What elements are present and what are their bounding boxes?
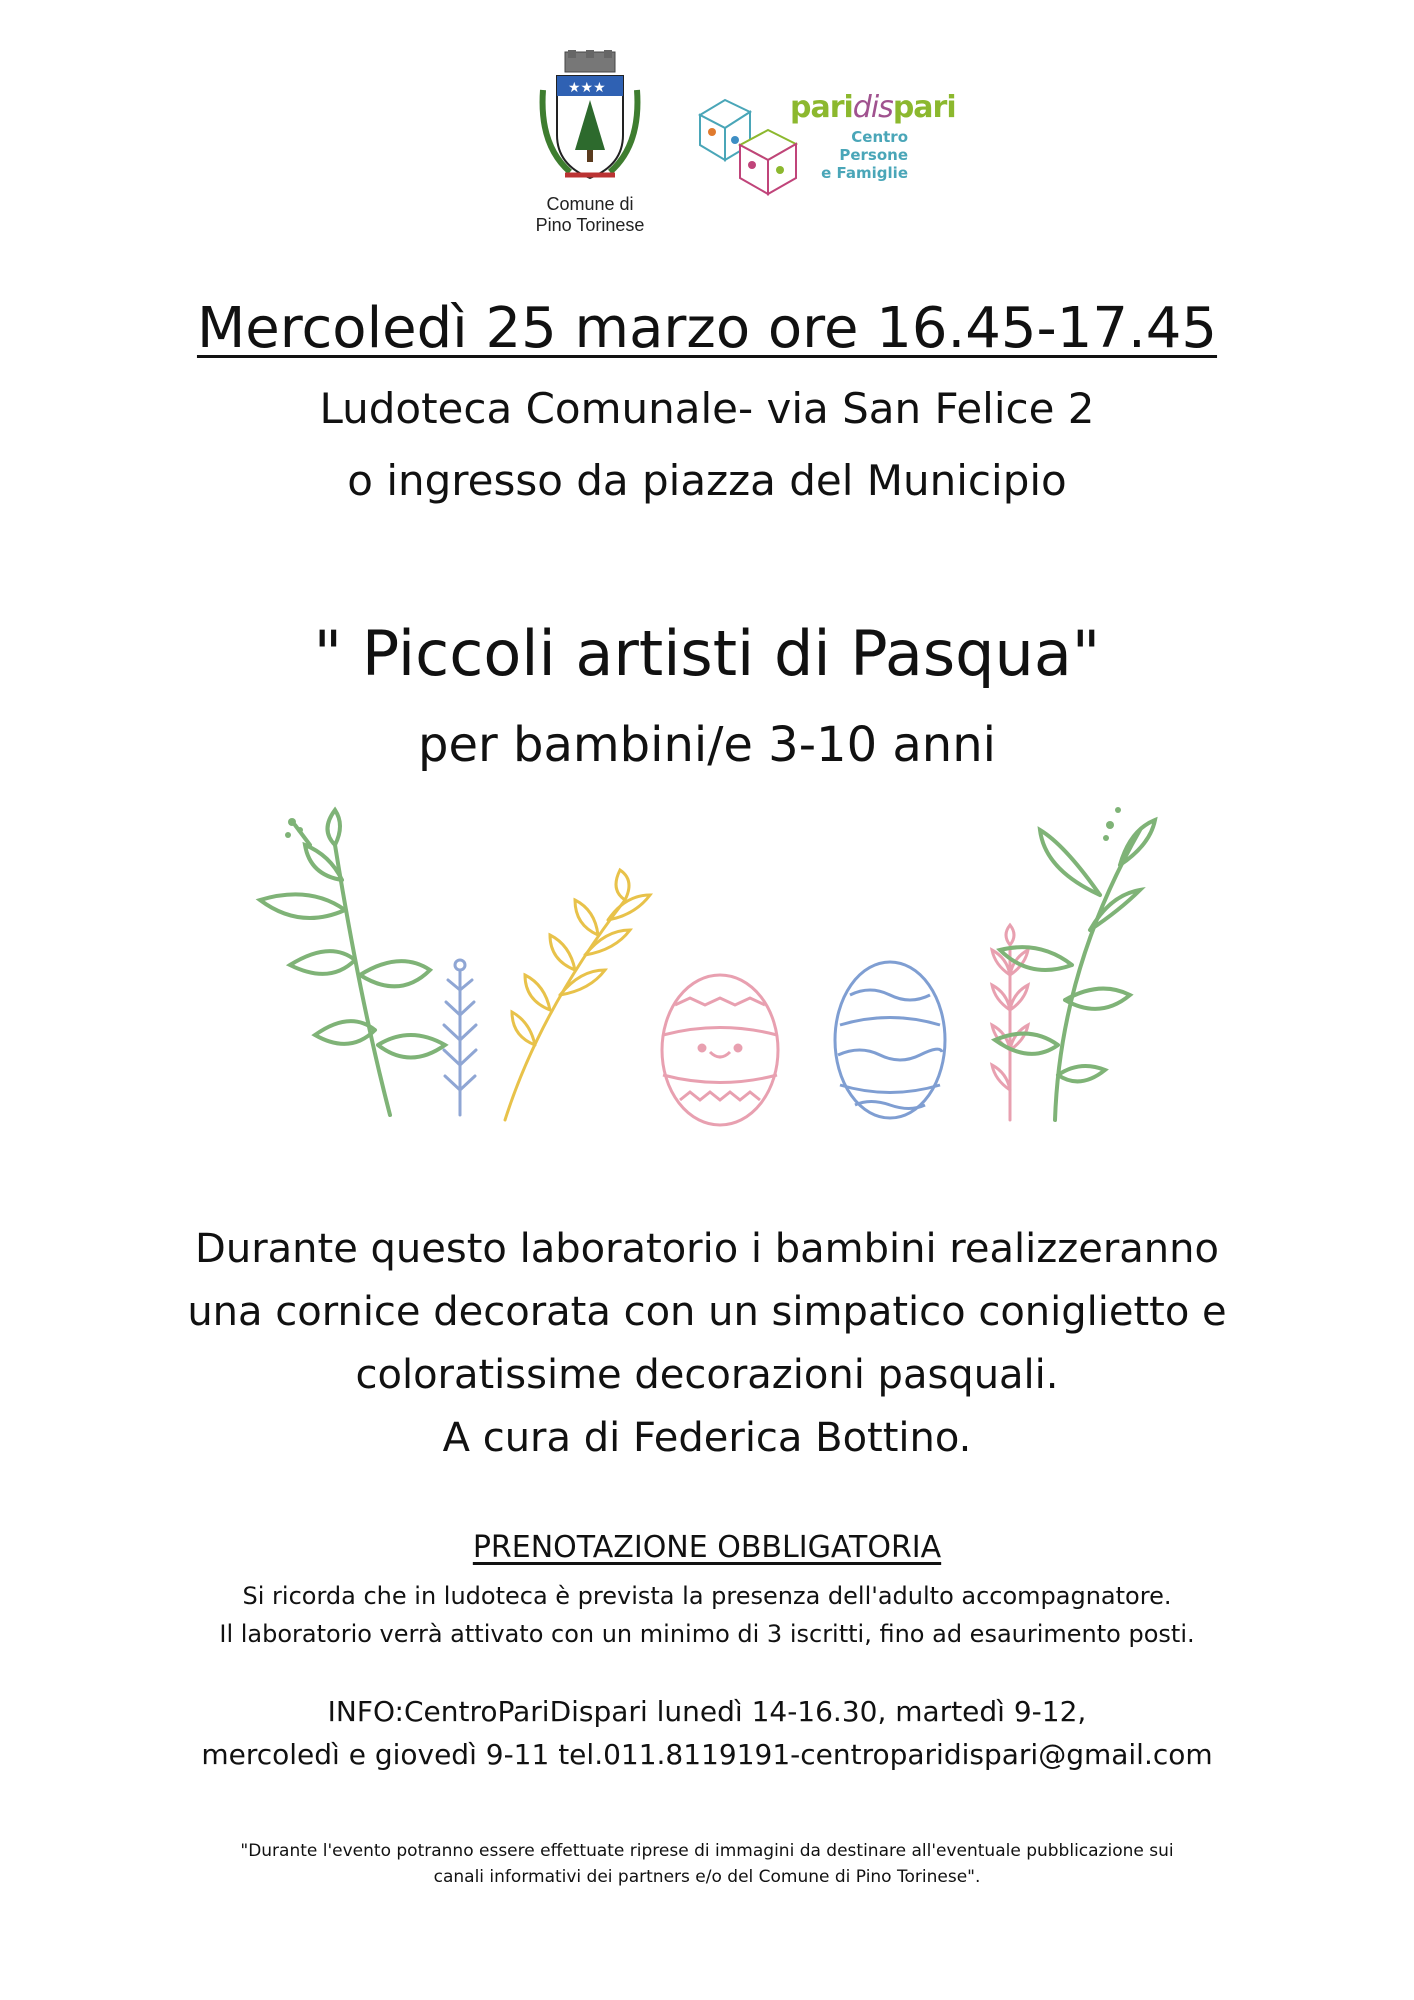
pink-easter-egg-icon xyxy=(662,975,778,1125)
disclaimer xyxy=(0,1838,1414,1890)
comune-caption-1: Comune di xyxy=(546,194,634,214)
description-line: coloratissime decorazioni pasquali. xyxy=(355,1352,1059,1398)
yellow-branch-icon xyxy=(505,870,650,1120)
booking-heading: PRENOTAZIONE OBBLIGATORIA xyxy=(472,1530,942,1565)
comune-logo xyxy=(520,50,660,236)
paridispari-logo xyxy=(690,70,956,210)
pink-sprig-icon xyxy=(992,925,1028,1120)
booking-note: Il laboratorio verrà attivato con un minimo di 3 iscritti, fino ad esaurimento posti. xyxy=(219,1620,1195,1648)
description-line: una cornice decorata con un simpatico coniglietto e xyxy=(187,1289,1227,1335)
right-green-branch-icon xyxy=(995,820,1155,1120)
event-title: " Piccoli artisti di Pasqua" xyxy=(313,617,1101,690)
paridispari-wordmark: paridispari xyxy=(790,90,956,125)
booking-note: Si ricorda che in ludoteca è prevista la presenza dell'adulto accompagnatore. xyxy=(242,1582,1172,1610)
description-line: A cura di Federica Bottino. xyxy=(442,1415,972,1461)
description-line: Durante questo laboratorio i bambini realizzeranno xyxy=(195,1226,1219,1272)
event-place-line2: o ingresso da piazza del Municipio xyxy=(347,456,1067,505)
event-audience: per bambini/e 3-10 anni xyxy=(418,717,996,773)
description xyxy=(0,1218,1414,1470)
coat-of-arms-icon xyxy=(535,50,645,190)
svg-text:★★★: ★★★ xyxy=(568,80,606,96)
paridispari-subtitle: Centro Persone e Famiglie xyxy=(821,128,908,182)
contact-info-line: INFO:CentroPariDispari lunedì 14-16.30, martedì 9-12, xyxy=(327,1695,1087,1728)
contact-info xyxy=(0,1690,1414,1776)
event-place-line1: Ludoteca Comunale- via San Felice 2 xyxy=(319,384,1095,433)
disclaimer-line: "Durante l'evento potranno essere effettuate riprese di immagini da destinare all'eventuale pubblicazione sui xyxy=(240,1841,1174,1861)
easter-illustration xyxy=(250,800,1170,1130)
comune-caption-2: Pino Torinese xyxy=(535,215,645,235)
blue-easter-egg-icon xyxy=(835,962,945,1118)
event-date: Mercoledì 25 marzo ore 16.45-17.45 xyxy=(196,296,1218,361)
left-green-branch-icon xyxy=(260,810,445,1115)
contact-info-line: mercoledì e giovedì 9-11 tel.011.8119191-centroparidispari@gmail.com xyxy=(201,1738,1213,1771)
booking-notes xyxy=(0,1577,1414,1653)
blue-sprig-icon xyxy=(444,960,476,1115)
disclaimer-line: canali informativi dei partners e/o del Comune di Pino Torinese". xyxy=(433,1867,981,1887)
